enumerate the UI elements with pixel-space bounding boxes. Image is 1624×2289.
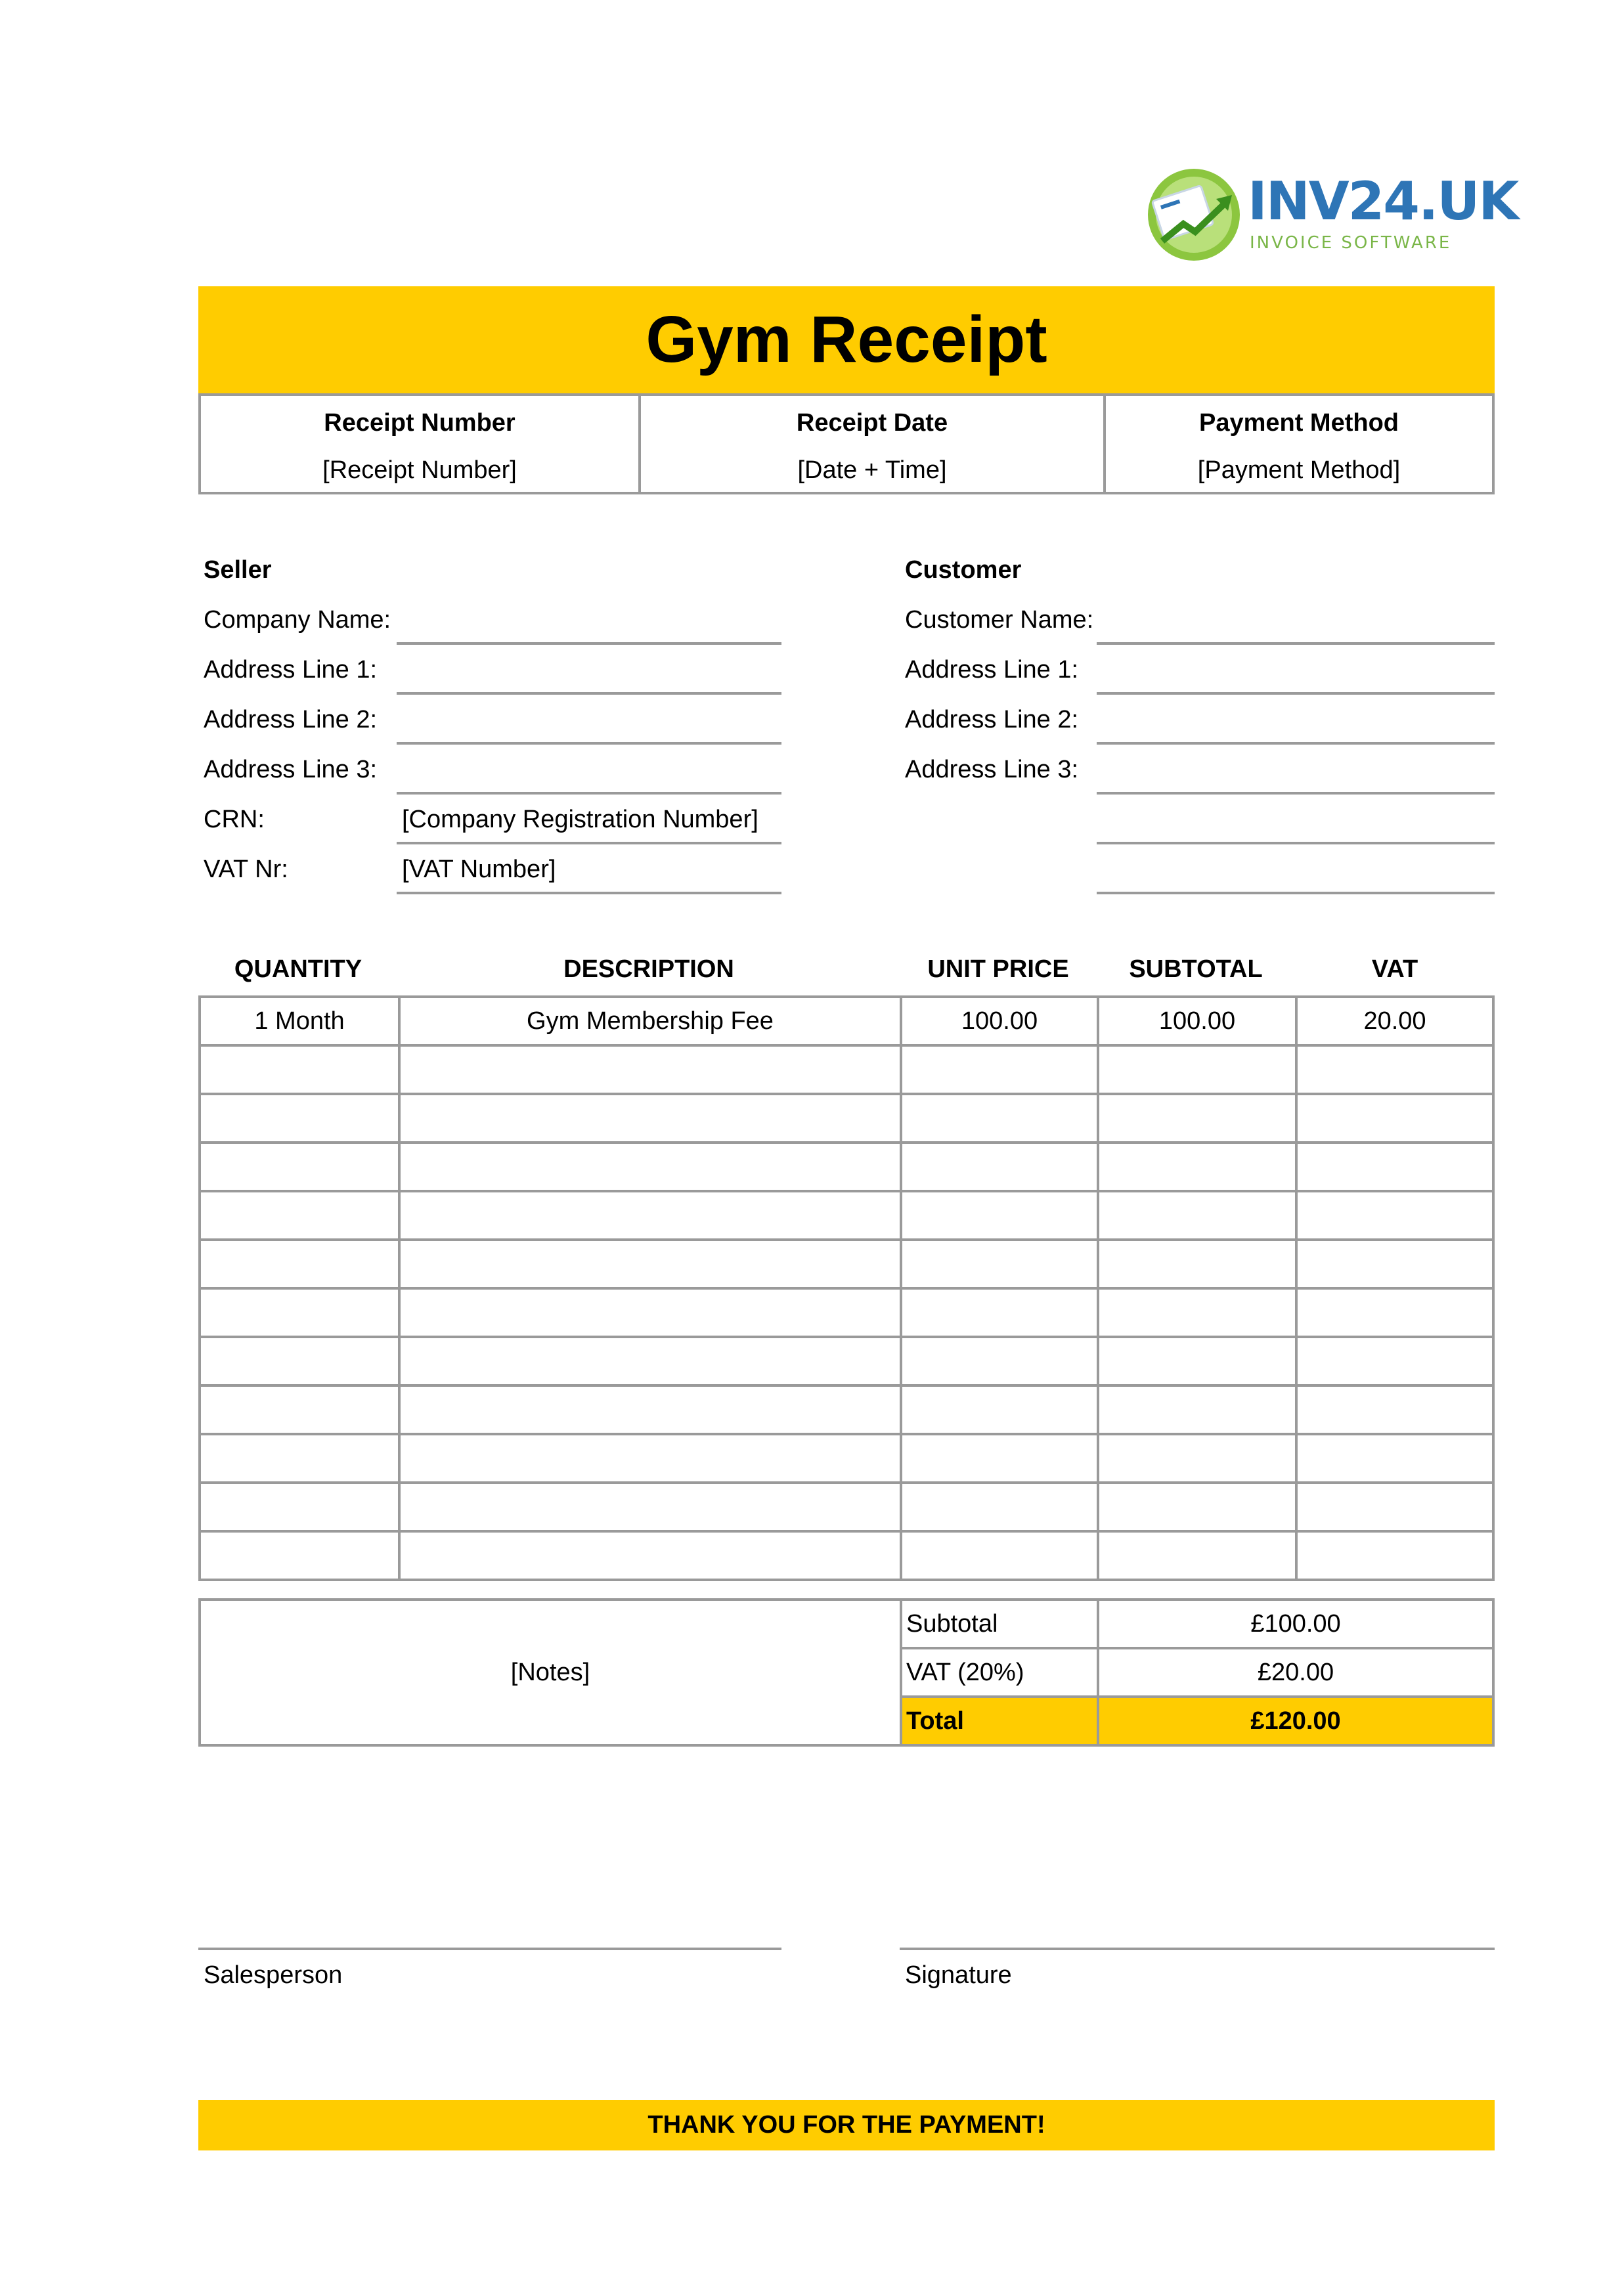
item-subtotal[interactable] [1098,1191,1296,1240]
vat-header: VAT [1371,955,1418,983]
item-unit-price[interactable] [901,1434,1098,1483]
item-vat[interactable] [1296,1483,1493,1531]
notes-cell[interactable]: [Notes] [200,1600,901,1745]
item-unit-price[interactable] [901,1143,1098,1191]
item-unit-price[interactable] [901,1288,1098,1337]
table-row [200,1094,1493,1143]
totals-table [198,1598,1495,1747]
seller-address2-field[interactable] [397,742,781,745]
thank-you-message: THANK YOU FOR THE PAYMENT! [647,2111,1045,2139]
table-row [200,1143,1493,1191]
receipt-meta-table [198,393,1495,494]
item-description[interactable] [399,1531,901,1580]
item-subtotal[interactable] [1098,1288,1296,1337]
item-vat[interactable] [1296,1191,1493,1240]
item-vat[interactable] [1296,1337,1493,1385]
crn-field[interactable] [397,842,781,844]
item-subtotal[interactable] [1098,1337,1296,1385]
item-vat[interactable] [1296,1045,1493,1094]
vat-total-value: £20.00 [1098,1648,1493,1697]
logo-name: INV24.UK [1248,171,1518,232]
item-unit-price[interactable] [901,1045,1098,1094]
customer-address2-label: Address Line 2: [905,706,1079,733]
table-row [200,1434,1493,1483]
item-quantity[interactable] [200,1385,399,1434]
item-description[interactable] [399,1434,901,1483]
customer-address1-field[interactable] [1097,692,1495,695]
item-unit-price[interactable] [901,1337,1098,1385]
item-subtotal[interactable] [1098,1240,1296,1288]
company-name-label: Company Name: [204,606,391,634]
seller-address3-field[interactable] [397,792,781,795]
table-row [200,1385,1493,1434]
customer-address3-field[interactable] [1097,792,1495,795]
receipt-date-cell [640,395,1105,493]
receipt-number-cell [200,395,640,493]
page-title: Gym Receipt [646,303,1047,376]
item-vat[interactable]: 20.00 [1296,997,1493,1045]
items-table [198,995,1495,1581]
item-description[interactable] [399,1240,901,1288]
receipt-date-label: Receipt Date [796,409,948,437]
item-quantity[interactable] [200,1337,399,1385]
item-unit-price[interactable] [901,1191,1098,1240]
customer-address3-label: Address Line 3: [905,756,1079,783]
item-subtotal[interactable] [1098,1045,1296,1094]
receipt-date-value[interactable]: [Date + Time] [797,456,947,484]
item-vat[interactable] [1296,1288,1493,1337]
item-vat[interactable] [1296,1434,1493,1483]
item-quantity[interactable]: 1 Month [200,997,399,1045]
item-subtotal[interactable] [1098,1531,1296,1580]
item-vat[interactable] [1296,1240,1493,1288]
crn-label: CRN: [204,806,265,833]
item-unit-price[interactable] [901,1531,1098,1580]
item-subtotal[interactable] [1098,1385,1296,1434]
item-description[interactable] [399,1094,901,1143]
payment-method-cell [1105,395,1493,493]
table-row [200,1045,1493,1094]
item-unit-price[interactable] [901,1094,1098,1143]
invoice-chart-logo-icon [1143,167,1248,266]
item-subtotal[interactable] [1098,1094,1296,1143]
table-row [200,1337,1493,1385]
unit-price-header: UNIT PRICE [927,955,1069,983]
customer-address2-field[interactable] [1097,742,1495,745]
payment-method-label: Payment Method [1198,409,1399,437]
item-subtotal[interactable]: 100.00 [1098,997,1296,1045]
item-vat[interactable] [1296,1094,1493,1143]
item-unit-price[interactable] [901,1240,1098,1288]
item-subtotal[interactable] [1098,1483,1296,1531]
table-row [200,1288,1493,1337]
total-label: Total [901,1697,1098,1745]
item-description[interactable] [399,1045,901,1094]
item-description[interactable] [399,1143,901,1191]
customer-extra-field-1[interactable] [1097,842,1495,844]
item-quantity[interactable] [200,1143,399,1191]
item-quantity[interactable] [200,1191,399,1240]
subtotal-header: SUBTOTAL [1129,955,1263,983]
receipt-number-value[interactable]: [Receipt Number] [322,456,517,484]
item-description[interactable]: Gym Membership Fee [399,997,901,1045]
subtotal-value: £100.00 [1098,1600,1493,1648]
customer-name-label: Customer Name: [905,606,1094,634]
item-vat[interactable] [1296,1531,1493,1580]
seller-heading: Seller [204,556,272,584]
vat-nr-label: VAT Nr: [204,856,288,883]
item-description[interactable] [399,1483,901,1531]
item-quantity[interactable] [200,1434,399,1483]
seller-address3-label: Address Line 3: [204,756,378,783]
item-quantity[interactable] [200,1483,399,1531]
salesperson-line[interactable] [198,1948,781,1950]
item-unit-price[interactable] [901,1483,1098,1531]
customer-name-field[interactable] [1097,642,1495,645]
item-quantity[interactable] [200,1531,399,1580]
item-quantity[interactable] [200,1288,399,1337]
vat-nr-field[interactable] [397,892,781,894]
logo-tagline: INVOICE SOFTWARE [1250,233,1452,253]
item-description[interactable] [399,1191,901,1240]
description-header: DESCRIPTION [563,955,734,983]
crn-value[interactable]: [Company Registration Number] [402,806,758,833]
table-row [200,997,1493,1045]
item-quantity[interactable] [200,1045,399,1094]
vat-total-label: VAT (20%) [901,1648,1098,1697]
company-name-field[interactable] [397,642,781,645]
customer-heading: Customer [905,556,1022,584]
item-vat[interactable] [1296,1143,1493,1191]
total-value: £120.00 [1098,1697,1493,1745]
subtotal-label: Subtotal [901,1600,1098,1648]
signature-label: Signature [905,1961,1012,1989]
table-row [200,1483,1493,1531]
item-unit-price[interactable] [901,1385,1098,1434]
item-description[interactable] [399,1385,901,1434]
seller-address2-label: Address Line 2: [204,706,378,733]
customer-extra-field-2[interactable] [1097,892,1495,894]
item-subtotal[interactable] [1098,1143,1296,1191]
item-vat[interactable] [1296,1385,1493,1434]
seller-address1-field[interactable] [397,692,781,695]
quantity-header: QUANTITY [234,955,362,983]
receipt-number-label: Receipt Number [324,409,516,437]
item-quantity[interactable] [200,1240,399,1288]
salesperson-label: Salesperson [204,1961,343,1989]
vat-nr-value[interactable]: [VAT Number] [402,856,556,883]
seller-address1-label: Address Line 1: [204,656,378,684]
customer-address1-label: Address Line 1: [905,656,1079,684]
item-description[interactable] [399,1288,901,1337]
payment-method-value[interactable]: [Payment Method] [1197,456,1401,484]
item-unit-price[interactable]: 100.00 [901,997,1098,1045]
item-quantity[interactable] [200,1094,399,1143]
table-row [200,1240,1493,1288]
table-row [200,1191,1493,1240]
table-row [200,1531,1493,1580]
item-subtotal[interactable] [1098,1434,1296,1483]
item-description[interactable] [399,1337,901,1385]
signature-line[interactable] [900,1948,1495,1950]
